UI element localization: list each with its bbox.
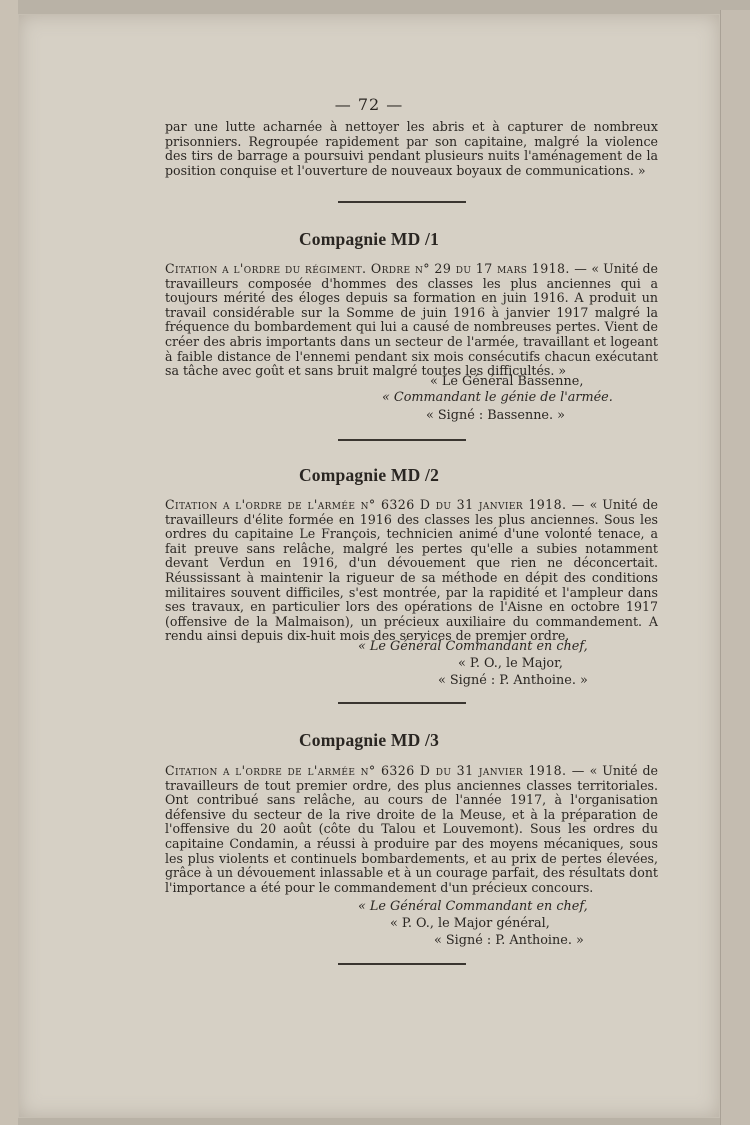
section-divider xyxy=(338,963,466,965)
citation-body-md3: « Unité de travailleurs de tout premier ordre, des plus anciennes classes territoriales. Ont contribué sans relâche, au cours de l'année 1917, à l'organisation défensive du secteur de la rive droite de la Meuse, et à la préparation de l'offensive du 20 août (côte du Talou et Louvemont). Sous les ordres du capitaine Condamin, a réussi à produire par des moyens mécaniques, sous les plus violents et continuels bombardements, et au prix de pertes élevées, grâce à un dévouement inlassable et à un courage parfait, des résultats dont l'importance a été pour le commandement d'un précieux concours. xyxy=(165,763,658,895)
signature-line-md2-1: « Le Général Commandant en chef, xyxy=(358,639,588,654)
signature-line-md2-3: « Signé : P. Anthoine. » xyxy=(438,673,588,688)
section-heading-md1: Compagnie MD /1 xyxy=(298,229,440,249)
citation-header-md2: Citation a l'ordre de l'armée n° 6326 D du 31 janvier 1918. — xyxy=(165,497,585,512)
citation-md1 xyxy=(165,262,658,379)
citation-body-md2: « Unité de travailleurs d'élite formée en 1916 des classes les plus anciennes. Sous les ordres du capitaine Le François, technicien animé d'une volonté tenace, a fait preuve sans relâche, malgré les pertes qu'elle a subies notamment devant Verdun en 1916, d'un dévouement que rien ne déconcertait. Réussissant à maintenir la rigueur de sa méthode en dépit des conditions militaires souvent difficiles, s'est montrée, par la rapidité et l'ampleur dans ses travaux, en particulier lors des opérations de l'Aisne en octobre 1917 (offensive de la Malmaison), un précieux auxiliaire du commandement. A rendu ainsi depuis dix-huit mois des services de premier ordre. xyxy=(165,497,658,644)
citation-header-md3: Citation a l'ordre de l'armée n° 6326 D du 31 janvier 1918. — xyxy=(165,763,585,778)
signature-line-md1-1: « Le Général Bassenne, xyxy=(430,374,584,389)
signature-line-md2-2: « P. O., le Major, xyxy=(458,656,563,671)
signature-line-md1-3: « Signé : Bassenne. » xyxy=(426,408,565,423)
section-heading-md2: Compagnie MD /2 xyxy=(298,465,440,485)
page-right-edge xyxy=(720,10,750,1125)
signature-line-md1-2: « Commandant le génie de l'armée. xyxy=(382,390,613,405)
signature-line-md3-1: « Le Général Commandant en chef, xyxy=(358,899,588,914)
section-divider xyxy=(338,439,466,441)
citation-body-md1: « Unité de travailleurs composée d'hommes des classes les plus anciennes qui a toujours mérité des éloges depuis sa formation en juin 1916. A produit un travail considérable sur la Somme de juin 1916 à janvier 1917 malgré la fréquence du bombardement qui lui a causé de nombreuses pertes. Vient de créer des abris importants dans un secteur de l'armée, travaillant et logeant à faible distance de l'ennemi pendant six mois consécutifs chacun exécutant sa tâche avec goût et sans bruit malgré toutes les difficultés. » xyxy=(165,261,659,379)
intro-text: par une lutte acharnée à nettoyer les abris et à capturer de nombreux prisonniers. Regroupée rapidement par son capitaine, malgré la violence des tirs de barrage a poursuivi pendant plusieurs nuits l'aménagement de la position conquise et l'ouverture de nouveaux boyaux de communications. » xyxy=(165,119,658,178)
intro-paragraph xyxy=(165,120,658,178)
citation-md2 xyxy=(165,498,658,644)
signature-line-md3-2: « P. O., le Major général, xyxy=(390,916,550,931)
section-heading-md3: Compagnie MD /3 xyxy=(298,730,440,750)
document-page xyxy=(18,14,720,1118)
section-divider xyxy=(338,702,466,704)
citation-md3 xyxy=(165,764,658,895)
section-divider xyxy=(338,201,466,203)
citation-header-md1: Citation a l'ordre du régiment. Ordre n° 29 du 17 mars 1918. — xyxy=(165,261,588,276)
page-left-edge xyxy=(0,0,18,1125)
signature-line-md3-3: « Signé : P. Anthoine. » xyxy=(434,933,584,948)
page-number: — 72 — xyxy=(334,95,404,114)
